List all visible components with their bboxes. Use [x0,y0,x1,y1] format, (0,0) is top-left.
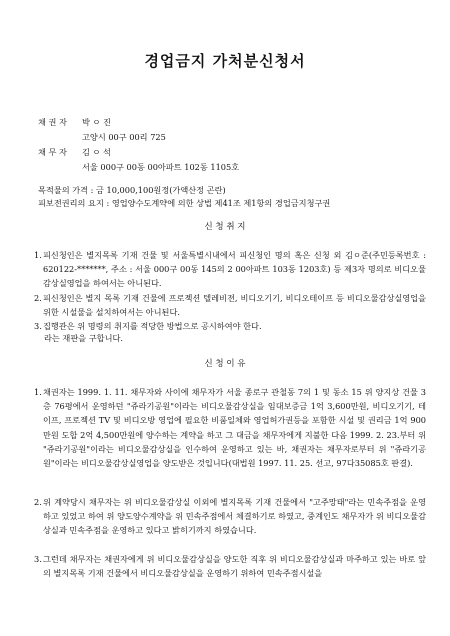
reasons-item [34,552,426,580]
debtor-address: 서울 000구 00동 00아파트 102동 1105호 [82,162,240,172]
reasons-item-text: 그런데 채무자는 채권자에게 위 비디오물감상실을 양도한 직후 위 비디오물감상실과 마주하고 있는 바로 앞의 별지목록 기재 건물에서 비디오물감상실을 운영하기 위하여 민속주점시설을 [43,554,426,579]
creditor-address: 고양시 00구 00리 725 [82,132,166,142]
creditor-label: 채 권 자 [38,117,67,127]
object-value: 목적물의 가격 : 금 10,000,100원정(가액산정 곤란) [38,185,226,195]
reasons-heading: 신 청 이 유 [204,359,246,369]
reasons-item [34,385,426,470]
reasons-item-text: 채권자는 1999. 1. 11. 채무자와 사이에 채무자가 서울 종로구 관철동 7의 1 및 동소 15 위 양지상 건물 3층 76평에서 운영하던 "쥬라기공원"이라는 비디오물감상실을 임대보증금 1억 3,600만원, 비디오기기, 테이프, 프로젝션 TV 및 비디오방 영업에 필요한 비품일체와 영업허가권등을 포함한 시설 및 권리금 1억 900만원 도합 2억 4,500만원에 양수하는 계약을 하고 그 대금을 채무자에게 지불한 다음 1999. 2. 23.부터 위 "쥬라기공원"이라는 비디오물감상실을 인수하여 운영하고 있는 바, 채권자는 채무자로부터 위 "쥬라기공원"이라는 비디오물감상실영업을 양도받은 것입니다(대법원 1997. 11. 25. 선고, 97다35085호 판결). [43,387,426,469]
purpose-heading: 신 청 취 지 [204,222,246,232]
reasons-item-text: 위 계약당시 채무자는 위 비디오물감상실 이외에 별지목록 기재 건물에서 "고주망태"라는 민속주점을 운영하고 있었고 하여 위 양도양수계약을 위 민속주점에서 체결하기로 하였고, 중계인도 채무자가 위 비디오물감상실과 민속주점을 운영하고 있다고 밝히기까지 하였습니다. [43,497,426,536]
creditor-block [38,117,111,128]
purpose-item-text: 집행관은 위 명령의 취지를 적당한 방법으로 공시하여야 한다. [43,321,262,331]
page-title: 경업금지 가처분신청서 [144,52,306,70]
preserved-right: 피보전권리의 요지 : 영업양수도계약에 의한 상법 제41조 제1항의 경업금지청구권 [38,198,331,208]
creditor-name: 박 ㅇ 진 [82,117,111,127]
reasons-item-number: 2. [34,497,42,507]
purpose-item [34,291,426,319]
debtor-label: 채 무 자 [38,147,67,157]
reasons-item-number: 1. [34,387,42,397]
reasons-item-number: 3. [34,554,42,564]
purpose-item-number: 1. [34,250,42,260]
purpose-item-number: 2. [34,293,42,303]
purpose-item [34,248,426,291]
debtor-name: 김 ㅇ 석 [82,147,111,157]
purpose-item-text: 피신청인은 별지 목록 기재 건물에 프로젝션 텔레비젼, 비디오기기, 비디오테이프 등 비디오물감상실영업을 위한 시설물을 설치하여서는 아니된다. [43,293,426,318]
purpose-item [34,319,426,333]
purpose-item-text: 피신청인은 별지목록 기재 건물 및 서울특별시내에서 피신청인 명의 혹은 신청 외 김ㅇ준(주민등록번호 : 620122-*******, 주소 : 서울 000구 00동 145의 2 00아파트 103동 1203호) 등 제3자 명의로 비디오물감상실영업을 하여서는 아니된다. [43,250,426,289]
reasons-item [34,495,426,538]
purpose-item-number: 3. [34,321,42,331]
closing-sentence: 라는 재판을 구합니다. [44,333,123,343]
debtor-block [38,147,111,158]
